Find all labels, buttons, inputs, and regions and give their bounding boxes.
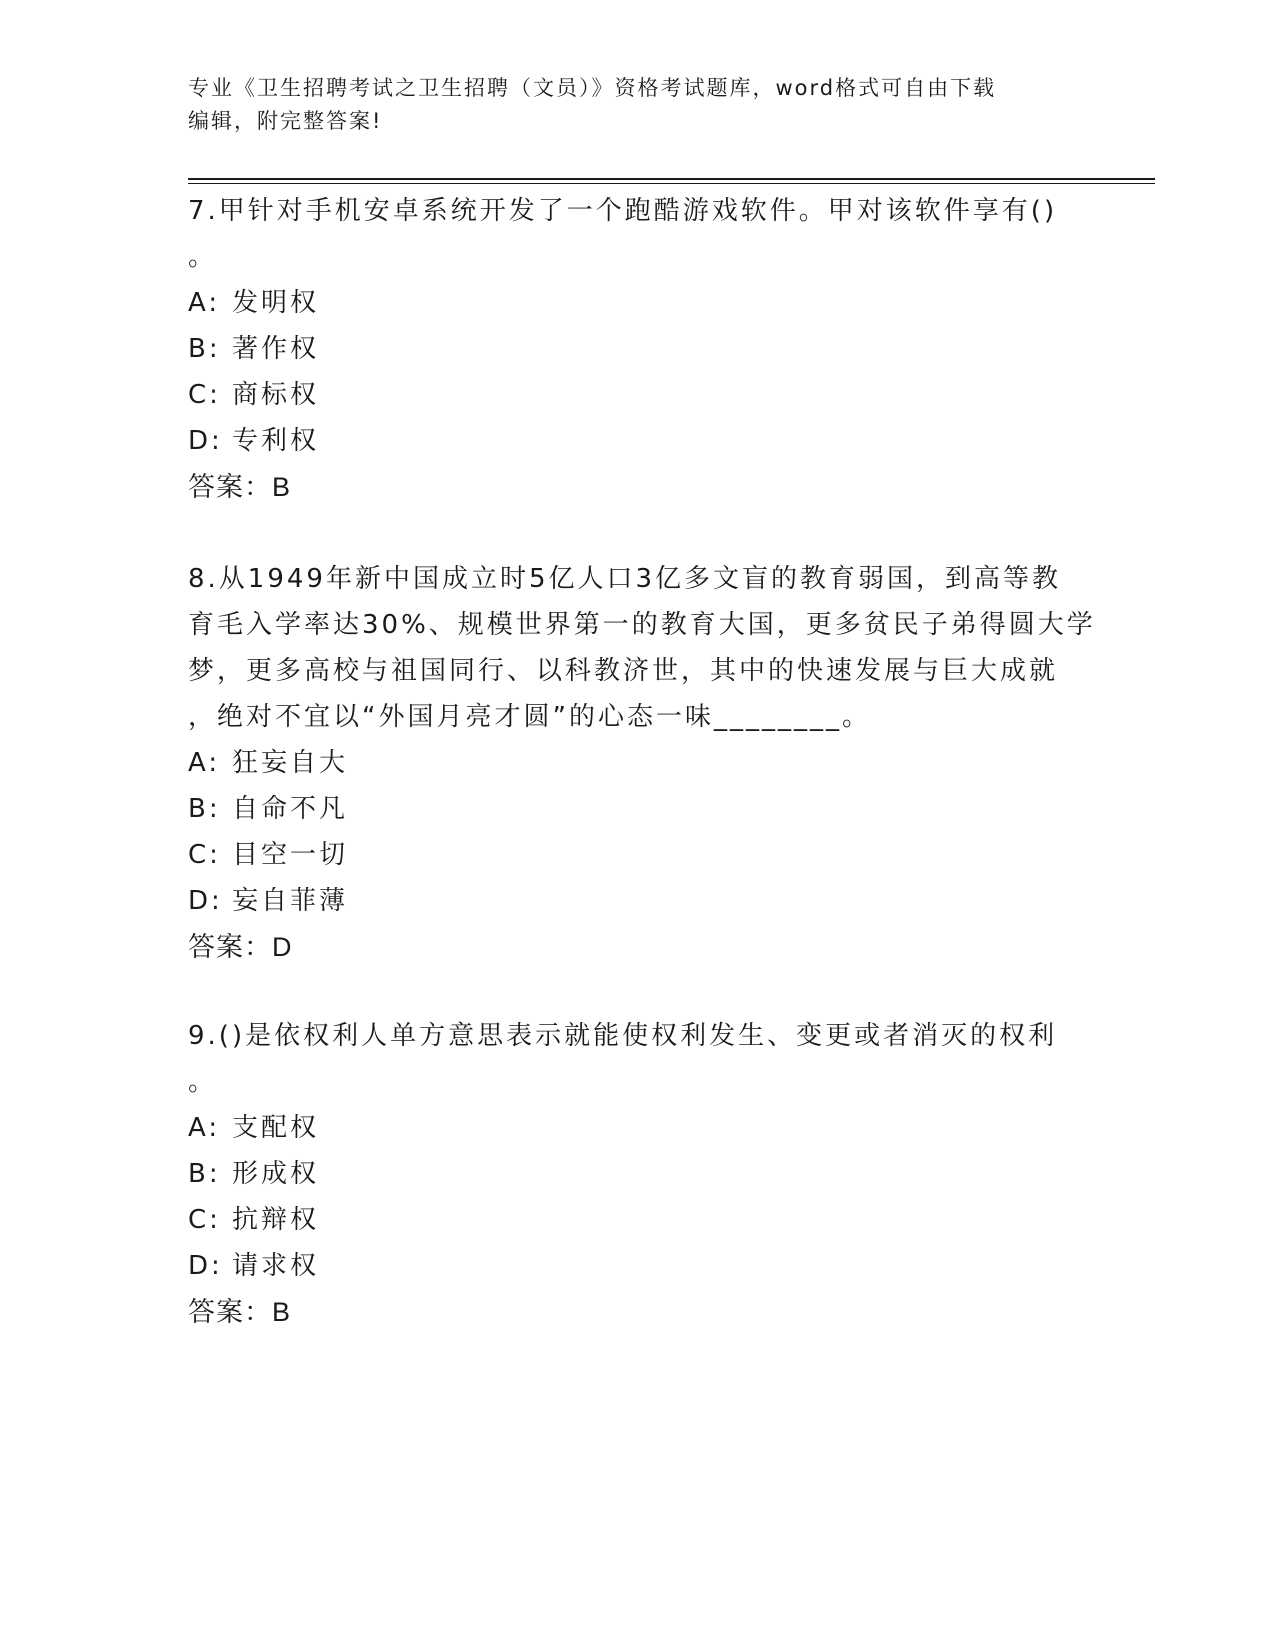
question-8 — [188, 556, 1096, 970]
header-divider-thin — [188, 183, 1155, 184]
option-text: 著作权 — [232, 334, 320, 364]
option-label: A: — [188, 748, 221, 778]
option-text: 形成权 — [232, 1159, 320, 1189]
answer-line: 答案：B — [188, 472, 292, 502]
option-label: D: — [188, 426, 223, 456]
option-label: D: — [188, 886, 223, 916]
option-c — [188, 1197, 1088, 1243]
question-9 — [188, 1013, 1088, 1335]
option-label: B: — [188, 1159, 221, 1189]
header-divider-thick — [188, 178, 1155, 180]
option-text: 支配权 — [232, 1113, 320, 1143]
option-a — [188, 740, 1088, 786]
stem-line: ，绝对不宜以“外国月亮才圆”的心态一味________。 — [188, 702, 871, 732]
option-text: 专利权 — [232, 426, 320, 456]
option-c — [188, 372, 1088, 418]
option-d — [188, 418, 1088, 464]
stem-line: 。 — [188, 242, 218, 272]
stem-line: 8.从1949年新中国成立时5亿人口3亿多文盲的教育弱国，到高等教 — [188, 564, 1062, 594]
option-text: 请求权 — [232, 1251, 320, 1281]
option-label: C: — [188, 380, 221, 410]
option-text: 自命不凡 — [232, 794, 349, 824]
option-label: C: — [188, 840, 221, 870]
option-text: 妄自菲薄 — [232, 886, 349, 916]
option-label: B: — [188, 334, 221, 364]
option-label: D: — [188, 1251, 223, 1281]
option-text: 发明权 — [232, 288, 320, 318]
question-stem — [188, 188, 1088, 280]
option-d — [188, 1243, 1088, 1289]
stem-line: 7.甲针对手机安卓系统开发了一个跑酷游戏软件。甲对该软件享有() — [188, 196, 1058, 226]
answer-line: 答案：B — [188, 1297, 292, 1327]
option-a — [188, 280, 1088, 326]
stem-line: 9.()是依权利人单方意思表示就能使权利发生、变更或者消灭的权利 — [188, 1021, 1058, 1051]
question-stem — [188, 1013, 1088, 1105]
option-text: 抗辩权 — [232, 1205, 320, 1235]
option-c — [188, 832, 1088, 878]
option-text: 目空一切 — [232, 840, 349, 870]
stem-line: 梦，更多高校与祖国同行、以科教济世，其中的快速发展与巨大成就 — [188, 656, 1059, 686]
stem-line: 育毛入学率达30%、规模世界第一的教育大国，更多贫民子弟得圆大学 — [188, 610, 1096, 640]
option-b — [188, 786, 1088, 832]
option-text: 狂妄自大 — [232, 748, 349, 778]
option-label: B: — [188, 794, 221, 824]
option-b — [188, 326, 1088, 372]
header-line-1: 专业《卫生招聘考试之卫生招聘（文员）》资格考试题库，word格式可自由下载 — [188, 76, 997, 100]
option-label: A: — [188, 1113, 221, 1143]
option-text: 商标权 — [232, 380, 320, 410]
document-header — [188, 72, 1068, 138]
question-7 — [188, 188, 1088, 510]
option-b — [188, 1151, 1088, 1197]
option-label: C: — [188, 1205, 221, 1235]
option-a — [188, 1105, 1088, 1151]
question-stem — [188, 556, 1096, 740]
header-line-2: 编辑，附完整答案! — [188, 109, 383, 133]
option-label: A: — [188, 288, 221, 318]
answer-line: 答案：D — [188, 932, 293, 962]
option-d — [188, 878, 1088, 924]
stem-line: 。 — [188, 1067, 218, 1097]
